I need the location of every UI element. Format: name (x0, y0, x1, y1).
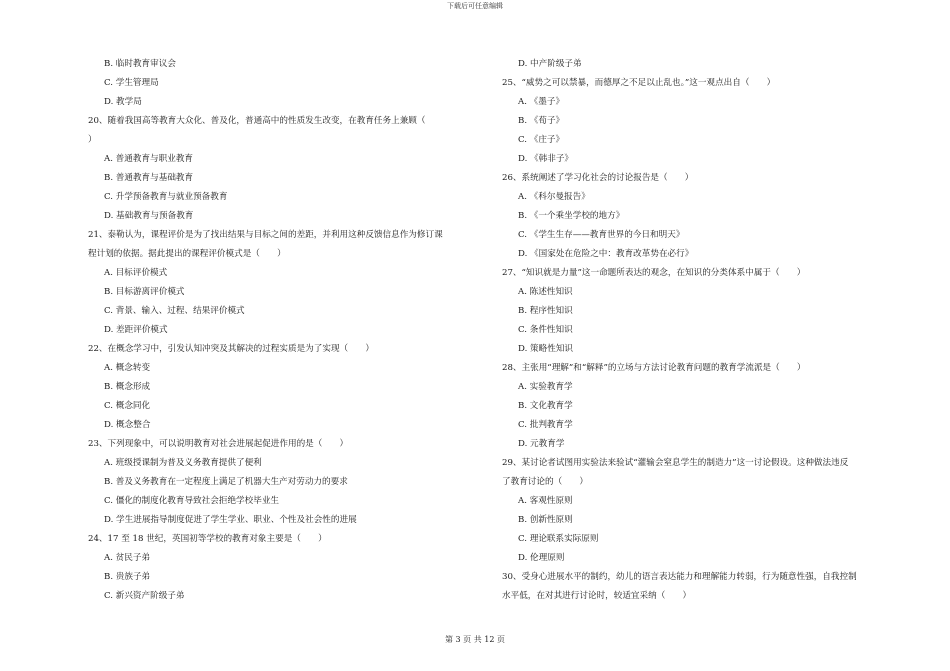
question-continuation: ） (88, 135, 97, 145)
answer-option: D. 伦理原则 (518, 553, 565, 563)
answer-option: A. 普通教育与职业教育 (104, 154, 194, 164)
answer-option: A. 陈述性知识 (518, 287, 573, 297)
question-text: 24、17 至 18 世纪，英国初等学校的教育对象主要是（ ） (88, 534, 327, 544)
answer-option: A. 实验教育学 (518, 382, 573, 392)
answer-option: C. 条件性知识 (518, 325, 573, 335)
right-column (502, 55, 894, 606)
answer-option: D. 概念整合 (104, 420, 151, 430)
question-text: 23、下列现象中，可以说明教育对社会进展起促进作用的是（ ） (88, 439, 349, 449)
answer-option: C. 概念同化 (104, 401, 151, 411)
question-continuation: 程计划的依据。据此提出的课程评价模式是（ ） (88, 249, 286, 259)
answer-option: A. 概念转变 (104, 363, 151, 373)
answer-option: B. 创新性原则 (518, 515, 573, 525)
answer-option: B. 贵族子弟 (104, 572, 151, 582)
answer-option: C. 理论联系实际原则 (518, 534, 599, 544)
answer-option: B. 目标游离评价模式 (104, 287, 185, 297)
answer-option: C. 僵化的制度化教育导致社会拒绝学校毕业生 (104, 496, 280, 506)
answer-option: B. 文化教育学 (518, 401, 573, 411)
question-text: 30、受身心进展水平的制约，幼儿的语言表达能力和理解能力转弱，行为随意性强，自我控制 (502, 572, 857, 582)
answer-option: D. 《韩非子》 (518, 154, 574, 164)
question-text: 28、主张用“理解”和“解释”的立场与方法讨论教育问题的教育学流派是（ ） (502, 363, 806, 373)
answer-option: C. 学生管理局 (104, 78, 159, 88)
answer-option: C. 背景、输入、过程、结果评价模式 (104, 306, 245, 316)
question-continuation: 水平低，在对其进行讨论时，较适宜采纳（ ） (502, 591, 692, 601)
answer-option: A. 班级授课制为普及义务教育提供了便利 (104, 458, 262, 468)
answer-option: B. 《一个乘坐学校的地方》 (518, 211, 625, 221)
answer-option: B. 普及义务教育在一定程度上满足了机器大生产对劳动力的要求 (104, 477, 348, 487)
answer-option: A. 《科尔曼报告》 (518, 192, 590, 202)
question-text: 25、“威势之可以禁暴，而德厚之不足以止乱也。”这一观点出自（ ） (502, 78, 776, 88)
answer-option: C. 新兴资产阶级子弟 (104, 591, 185, 601)
answer-option: D. 中产阶级子弟 (518, 59, 582, 69)
answer-option: B. 临时教育审议会 (104, 59, 176, 69)
answer-option: A. 《墨子》 (518, 97, 565, 107)
left-column (88, 55, 488, 606)
question-text: 27、“知识就是力量”这一命题所表达的观念，在知识的分类体系中属于（ ） (502, 268, 806, 278)
question-text: 21、泰勒认为，课程评价是为了找出结果与目标之间的差距，并利用这种反馈信息作为修订课 (88, 230, 443, 240)
question-text: 29、某讨论者试图用实验法来验试“灌输会窒息学生的制造力”这一讨论假设。这种做法违反 (502, 458, 849, 468)
question-text: 26、系统阐述了学习化社会的讨论报告是（ ） (502, 173, 694, 183)
page-header: 下载后可任意编辑 (447, 2, 503, 10)
answer-option: B. 普通教育与基础教育 (104, 173, 194, 183)
answer-option: D. 教学局 (104, 97, 142, 107)
answer-option: B. 《荀子》 (518, 116, 565, 126)
answer-option: A. 客观性原则 (518, 496, 573, 506)
answer-option: D. 策略性知识 (518, 344, 574, 354)
answer-option: D. 《国家处在危险之中：教育改革势在必行》 (518, 249, 694, 259)
answer-option: C. 升学预备教育与就业预备教育 (104, 192, 228, 202)
answer-option: C. 批判教育学 (518, 420, 573, 430)
answer-option: D. 差距评价模式 (104, 325, 168, 335)
question-text: 22、在概念学习中，引发认知冲突及其解决的过程实质是为了实现（ ） (88, 344, 374, 354)
answer-option: C. 《学生生存——教育世界的今日和明天》 (518, 230, 685, 240)
answer-option: C. 《庄子》 (518, 135, 565, 145)
page-footer: 第 3 页 共 12 页 (445, 635, 505, 644)
answer-option: D. 学生进展指导制度促进了学生学业、职业、个性及社会性的进展 (104, 515, 357, 525)
answer-option: D. 元教育学 (518, 439, 565, 449)
answer-option: B. 程序性知识 (518, 306, 573, 316)
answer-option: A. 贫民子弟 (104, 553, 151, 563)
answer-option: A. 目标评价模式 (104, 268, 168, 278)
answer-option: B. 概念形成 (104, 382, 151, 392)
answer-option: D. 基础教育与预备教育 (104, 211, 194, 221)
question-continuation: 了教育讨论的（ ） (502, 477, 588, 487)
question-text: 20、随着我国高等教育大众化、普及化，普通高中的性质发生改变，在教育任务上兼顾（ (88, 116, 426, 126)
